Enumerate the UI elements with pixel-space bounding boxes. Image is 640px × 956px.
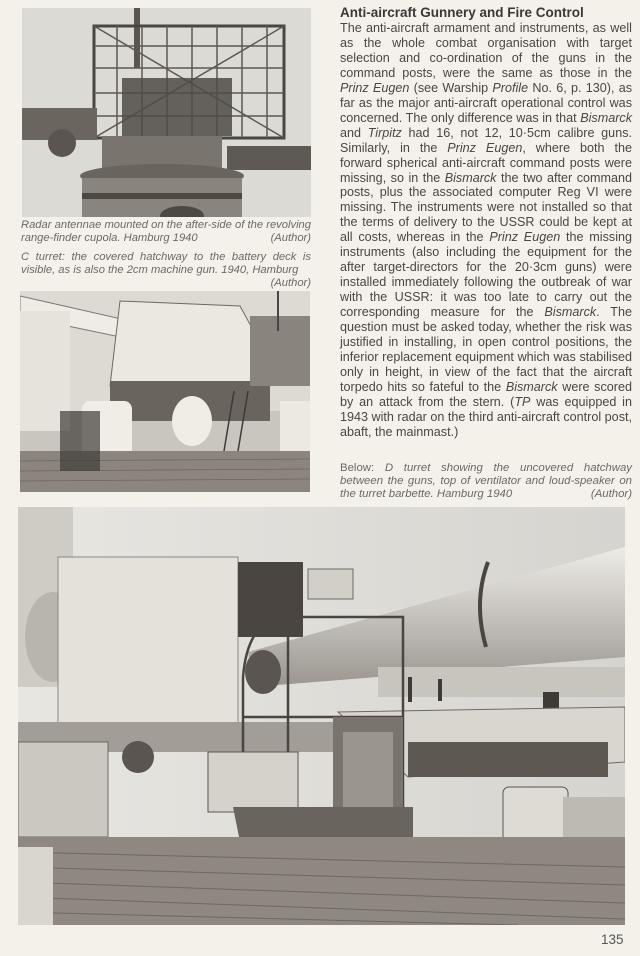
article-body xyxy=(340,21,632,440)
photo-d-turret xyxy=(18,507,625,925)
body-text: No. 6, p. 130), as far as the major anti-aircraft operational control was concerned. The only difference was in that xyxy=(340,80,633,125)
italic-term: Bismarck xyxy=(544,305,597,320)
caption-text: C turret: the covered hatchway to the battery deck is visible, as is also the 2cm machine gun. 1940, Hamburg xyxy=(21,251,311,277)
article-heading: Anti-aircraft Gunnery and Fire Control xyxy=(340,5,584,20)
italic-term: TP xyxy=(514,394,531,409)
article-anti-aircraft xyxy=(340,5,632,440)
italic-term: Bismarck xyxy=(444,170,497,185)
photo-credit: (Author) xyxy=(270,232,311,245)
body-text: the two after command posts, plus the associated computer Reg VI were missing. The instruments were not installed so that the terms of delivery to the USSR could be kept at all costs, whereas in the xyxy=(340,170,632,245)
italic-term: Profile xyxy=(492,80,529,95)
photo-radar-antenna xyxy=(22,8,311,217)
caption-c-turret xyxy=(21,251,311,291)
italic-term: Prinz Eugen xyxy=(489,230,561,245)
c-turret-image xyxy=(20,291,310,492)
photo-credit: (Author) xyxy=(590,487,632,500)
body-text: The anti-aircraft armament and instruments, as well as the whole combat organisation with target selection and co-ordination of the guns in the command posts, were the same as those in the xyxy=(340,21,632,80)
body-text: were scored by an attack from the stern. ( xyxy=(340,379,632,409)
body-text: the missing instruments (also including the equipment for the after target-directors for the 20·3cm guns) were installed immediately following the outbreak of war with the USSR: it was too late to carry out the corresponding measure for the xyxy=(340,230,632,320)
d-turret-image xyxy=(18,507,625,925)
italic-term: Bismarck xyxy=(580,110,632,125)
photo-credit: (Author) xyxy=(270,277,311,290)
body-text: had 16, not 12, 10·5cm calibre guns. Similarly, in the xyxy=(340,125,632,155)
body-text: (see Warship xyxy=(409,80,493,95)
italic-term: Prinz Eugen xyxy=(447,140,523,155)
italic-term: Prinz Eugen xyxy=(340,80,410,95)
body-text: and xyxy=(340,125,368,140)
body-text: . The question must be asked today, whether the risk was justified in installing, in open control positions, the inferior replacement equipment which was stabilised only in height, in view of the fact that the aircraft torpedo hits so fateful to the xyxy=(340,305,632,394)
caption-radar-antenna xyxy=(21,219,311,245)
body-text: was equipped in 1943 with radar on the third anti-aircraft control post, abaft, the mainmast.) xyxy=(340,394,632,439)
photo-c-turret xyxy=(20,291,310,492)
caption-d-turret xyxy=(340,462,632,500)
caption-lead: Below: xyxy=(340,462,385,474)
italic-term: Tirpitz xyxy=(367,125,402,140)
page-number: 135 xyxy=(601,932,624,947)
caption-text: D turret showing the uncovered hatchway between the guns, top of ventilator and loud-speaker on the turret barbette. Hamburg 1940 xyxy=(340,462,633,500)
italic-term: Bismarck xyxy=(505,379,558,394)
body-text: , where both the forward spherical anti-aircraft command posts were missing, so in the xyxy=(340,140,632,185)
radar-antenna-image xyxy=(22,8,311,217)
caption-text: Radar antennae mounted on the after-side of the revolving range-finder cupola. Hamburg 1940 xyxy=(21,219,311,245)
